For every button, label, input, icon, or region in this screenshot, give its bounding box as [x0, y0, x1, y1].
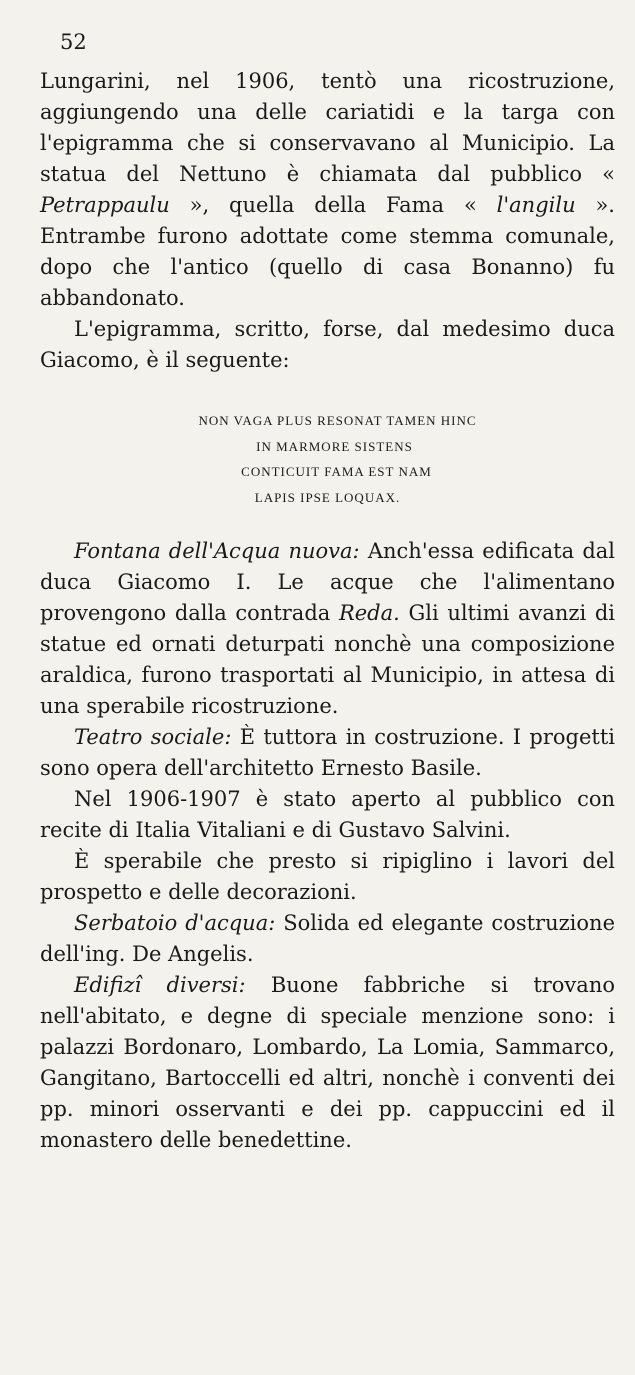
page-number: 52 [60, 30, 87, 54]
epigram-line: LAPIS IPSE LOQUAX. [254, 489, 401, 505]
paragraph-fontana [40, 536, 615, 722]
section-heading: Edifizî diversi: [74, 973, 246, 997]
paragraph-edifizi [40, 970, 615, 1156]
paragraph-recite: Nel 1906-1907 è stato aperto al pubblico con recite di Italia Vitaliani e di Gustavo Salvini. [40, 787, 615, 842]
epigram-line: NON VAGA PLUS RESONAT TAMEN HINC [198, 413, 477, 428]
section-heading: Teatro sociale: [74, 725, 232, 749]
paragraph-text: È tuttora in costruzione. I progetti sono opera dell'architetto Ernesto Basile. [40, 725, 615, 780]
section-heading: Fontana dell'Acqua nuova: [74, 539, 360, 563]
section-heading: Serbatoio d'acqua: [74, 911, 276, 935]
paragraph-text: Buone fabbriche si trovano nell'abitato, e degne di speciale menzione sono: i palazzi Bordonaro, Lombardo, La Lomia, Sammarco, Gangitano, Bartoccelli ed altri, nonchè i conventi dei pp. minori osservanti e dei pp. cappuccini ed il monastero delle benedettine. [40, 973, 615, 1152]
paragraph-text: Gli ultimi avanzi di statue ed ornati deturpati nonchè una composizione araldica, furono trasportati al Municipio, in attesa di una sperabile ricostruzione. [40, 601, 615, 718]
paragraph-text: Solida ed elegante costruzione dell'ing. De Angelis. [40, 911, 615, 966]
paragraph-text: Anch'essa edificata dal duca Giacomo I. Le acque che l'alimentano provengono dalla contrada [40, 539, 615, 625]
italic-term: Petrappaulu [40, 193, 170, 217]
paragraph-epigram-intro: L'epigramma, scritto, forse, dal medesimo duca Giacomo, è il seguente: [40, 317, 615, 372]
italic-term: Reda. [338, 601, 400, 625]
paragraph-prospetto: È sperabile che presto si ripiglino i lavori del prospetto e delle decorazioni. [40, 849, 615, 904]
paragraph-teatro [40, 722, 615, 784]
epigram-line: CONTICUIT FAMA EST NAM [241, 464, 432, 479]
italic-term: l'angilu [496, 193, 576, 217]
paragraph-nettuno [40, 66, 615, 314]
paragraph-text: ». Entrambe furono adottate come stemma comunale, dopo che l'antico (quello di casa Bonanno) fu abbandonato. [40, 193, 615, 310]
paragraph-serbatoio [40, 908, 615, 970]
epigram-line: IN MARMORE SISTENS [256, 438, 413, 454]
paragraph-text: Lungarini, nel 1906, tentò una ricostruzione, aggiungendo una delle cariatidi e la targa con l'epigramma che si conservavano al Municipio. La statua del Nettuno è chiamata dal pubblico « [40, 69, 615, 186]
epigram-block [40, 408, 615, 510]
paragraph-text: », quella della Fama « [169, 193, 497, 217]
